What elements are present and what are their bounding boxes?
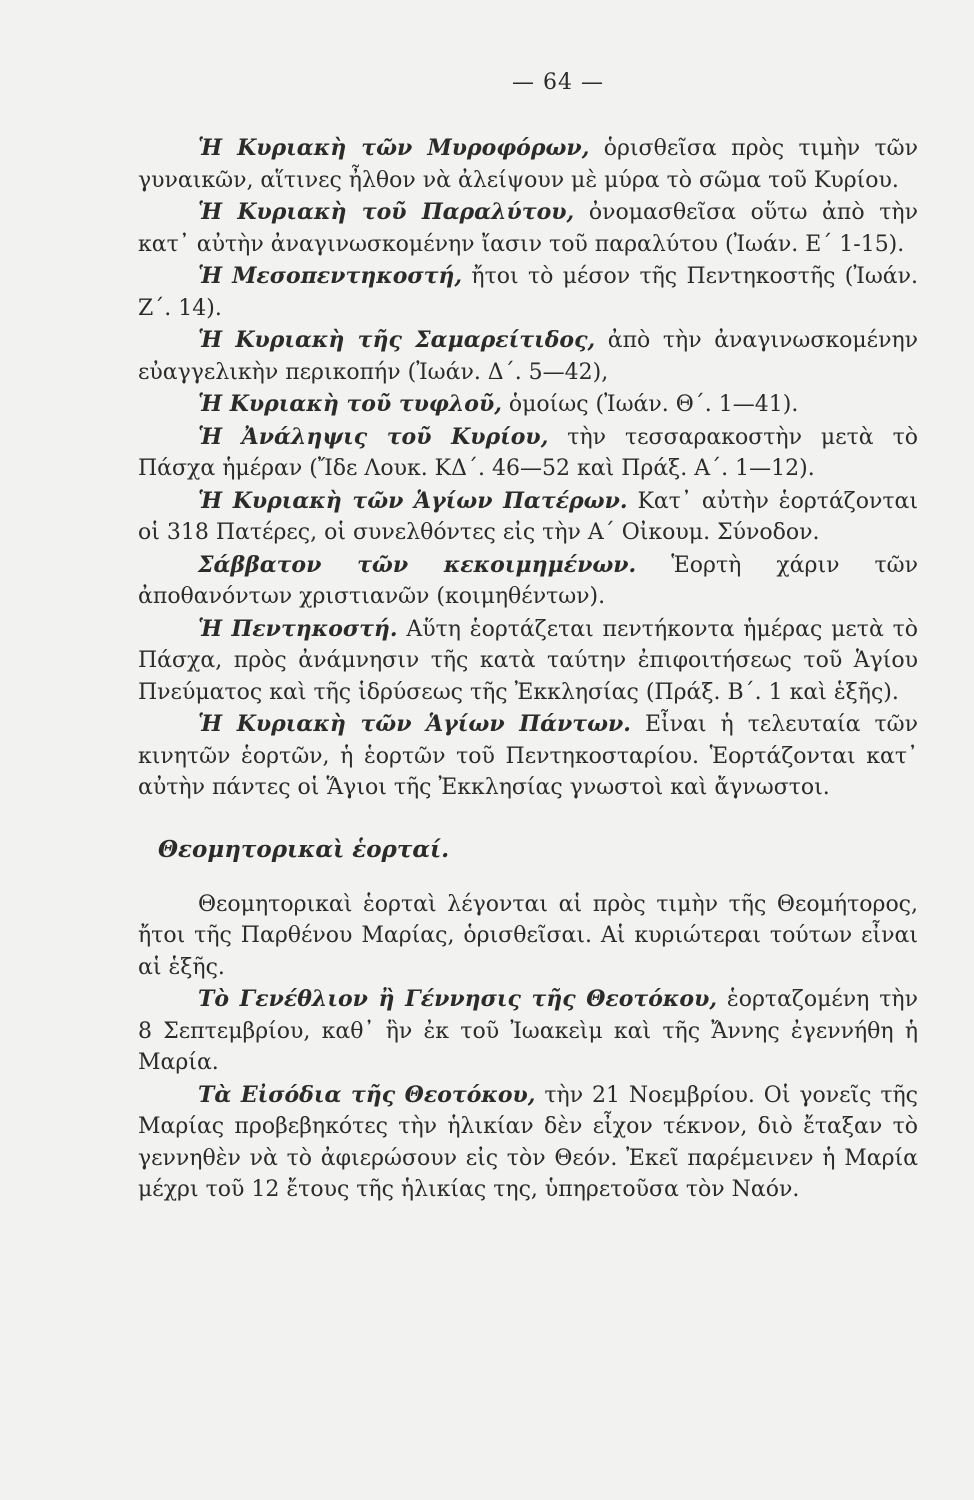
feast-title: Ἡ Πεντηκοστή. [198,615,398,642]
feast-entry [138,1080,918,1206]
feast-title: Ἡ Κυριακὴ τῶν Μυροφόρων, [198,135,590,161]
feast-title: Ἡ Κυριακὴ τῆς Σαμαρείτιδος, [198,327,596,353]
feast-entry [138,261,918,324]
feast-entry [138,325,918,388]
feast-entry [138,550,918,613]
feast-entry [138,422,918,485]
feast-title: Τὰ Εἰσόδια τῆς Θεοτόκου, [198,1081,536,1108]
feast-description: ὁρισθεῖσα πρὸς τιμὴν τῶν γυναικῶν, αἵτινες ἦλθον νὰ ἀλείψουν μὲ μύρα τὸ σῶμα τοῦ Κυρίου. [138,136,918,193]
feast-title: Ἡ Μεσοπεντηκοστή, [198,263,463,289]
feast-description: Εἶναι ἡ τελευταία τῶν κινητῶν ἑορτῶν, ἡ ἑορτῶν τοῦ Πεντηκοσταρίου. Ἑορτάζονται κατ᾽ αὐτὴν πάντες οἱ Ἅγιοι τῆς Ἐκκλησίας γνωστοὶ καὶ ἄγνωστοι. [138,712,918,800]
feast-entry [138,984,918,1079]
feast-entry [138,133,918,196]
feast-description: τὴν 21 Νοεμβρίου. Οἱ γονεῖς τῆς Μαρίας προβεβηκότες τὴν ἡλικίαν δὲν εἶχον τέκνον, διὸ ἔταξαν τὸ γεννηθὲν νὰ τὸ ἀφιερώσουν εἰς τὸν Θεόν. Ἐκεῖ παρέμεινεν ἡ Μαρία μέχρι τοῦ 12 ἔτους τῆς ἡλικίας της, ὑπηρετοῦσα τὸν Ναόν. [138,1082,918,1202]
feast-entry [138,486,918,549]
feast-entry [138,197,918,260]
feast-entry [138,389,918,421]
feast-entry [138,709,918,804]
feast-title: Τὸ Γενέθλιον ἢ Γέννησις τῆς Θεοτόκου, [198,986,717,1012]
feast-description: ἑορταζομένη τὴν 8 Σεπτεμβρίου, καθ᾽ ἣν ἐκ τοῦ Ἰωακεὶμ καὶ τῆς Ἄννης ἐγεννήθη ἡ Μαρία. [138,987,918,1075]
feast-title: Σάββατον τῶν κεκοιμημένων. [198,551,637,578]
feast-title: Ἡ Κυριακὴ τοῦ τυφλοῦ, [198,391,502,417]
feast-description: ὀνομασθεῖσα οὕτω ἀπὸ τὴν κατ᾽ αὐτὴν ἀναγινωσκομένην ἴασιν τοῦ παραλύτου (Ἰωάν. Ε΄ 1-15). [138,200,918,257]
feast-entry [138,614,918,709]
feast-title: Ἡ Κυριακὴ τῶν Ἁγίων Πάντων. [198,711,631,737]
feast-title: Ἡ Κυριακὴ τῶν Ἁγίων Πατέρων. [198,487,628,514]
feast-list [138,133,918,804]
feast-description: Κατ᾽ αὐτὴν ἑορτάζονται οἱ 318 Πατέρες, οἱ συνελθόντες εἰς τὴν Α΄ Οἰκουμ. Σύνοδον. [138,488,918,545]
section-intro: Θεομητορικαὶ ἑορταὶ λέγονται αἱ πρὸς τιμὴν τῆς Θεομήτορος, ἤτοι τῆς Παρθένου Μαρίας, ὁρισθεῖσαι. Αἱ κυριώτεραι τούτων εἶναι αἱ ἑξῆς. [138,891,918,980]
feast-title: Ἡ Κυριακὴ τοῦ Παραλύτου, [198,199,575,225]
page-number: — 64 — [512,70,604,95]
feast-description: ἀπὸ τὴν ἀναγινωσκομένην εὐαγγελικὴν περικοπήν (Ἰωάν. Δ΄. 5—42), [138,328,919,385]
feast-title: Ἡ Ἀνάληψις τοῦ Κυρίου, [198,423,549,450]
theotokos-feasts [138,889,918,1206]
feast-description: ὁμοίως (Ἰωάν. Θ΄. 1—41). [501,392,799,417]
feast-description: τὴν τεσσαρακοστὴν μετὰ τὸ Πάσχα ἡμέραν (Ἴδε Λουκ. ΚΔ΄. 46—52 καὶ Πράξ. Α΄. 1—12). [138,424,918,481]
section-heading: Θεομητορικαὶ ἑορταί. [158,835,450,863]
feast-description: Αὕτη ἑορτάζεται πεντήκοντα ἡμέρας μετὰ τὸ Πάσχα, πρὸς ἀνάμνησιν τῆς κατὰ ταύτην ἐπιφοιτήσεως τοῦ Ἁγίου Πνεύματος καὶ τῆς ἱδρύσεως τῆς Ἐκκλησίας (Πράξ. Β΄. 1 καὶ ἑξῆς). [138,616,918,705]
feast-description: ἤτοι τὸ μέσον τῆς Πεντηκοστῆς (Ἰωάν. Ζ΄. 14). [138,264,919,321]
feast-description: Ἑορτὴ χάριν τῶν ἀποθανόντων χριστιανῶν (κοιμηθέντων). [138,552,918,609]
